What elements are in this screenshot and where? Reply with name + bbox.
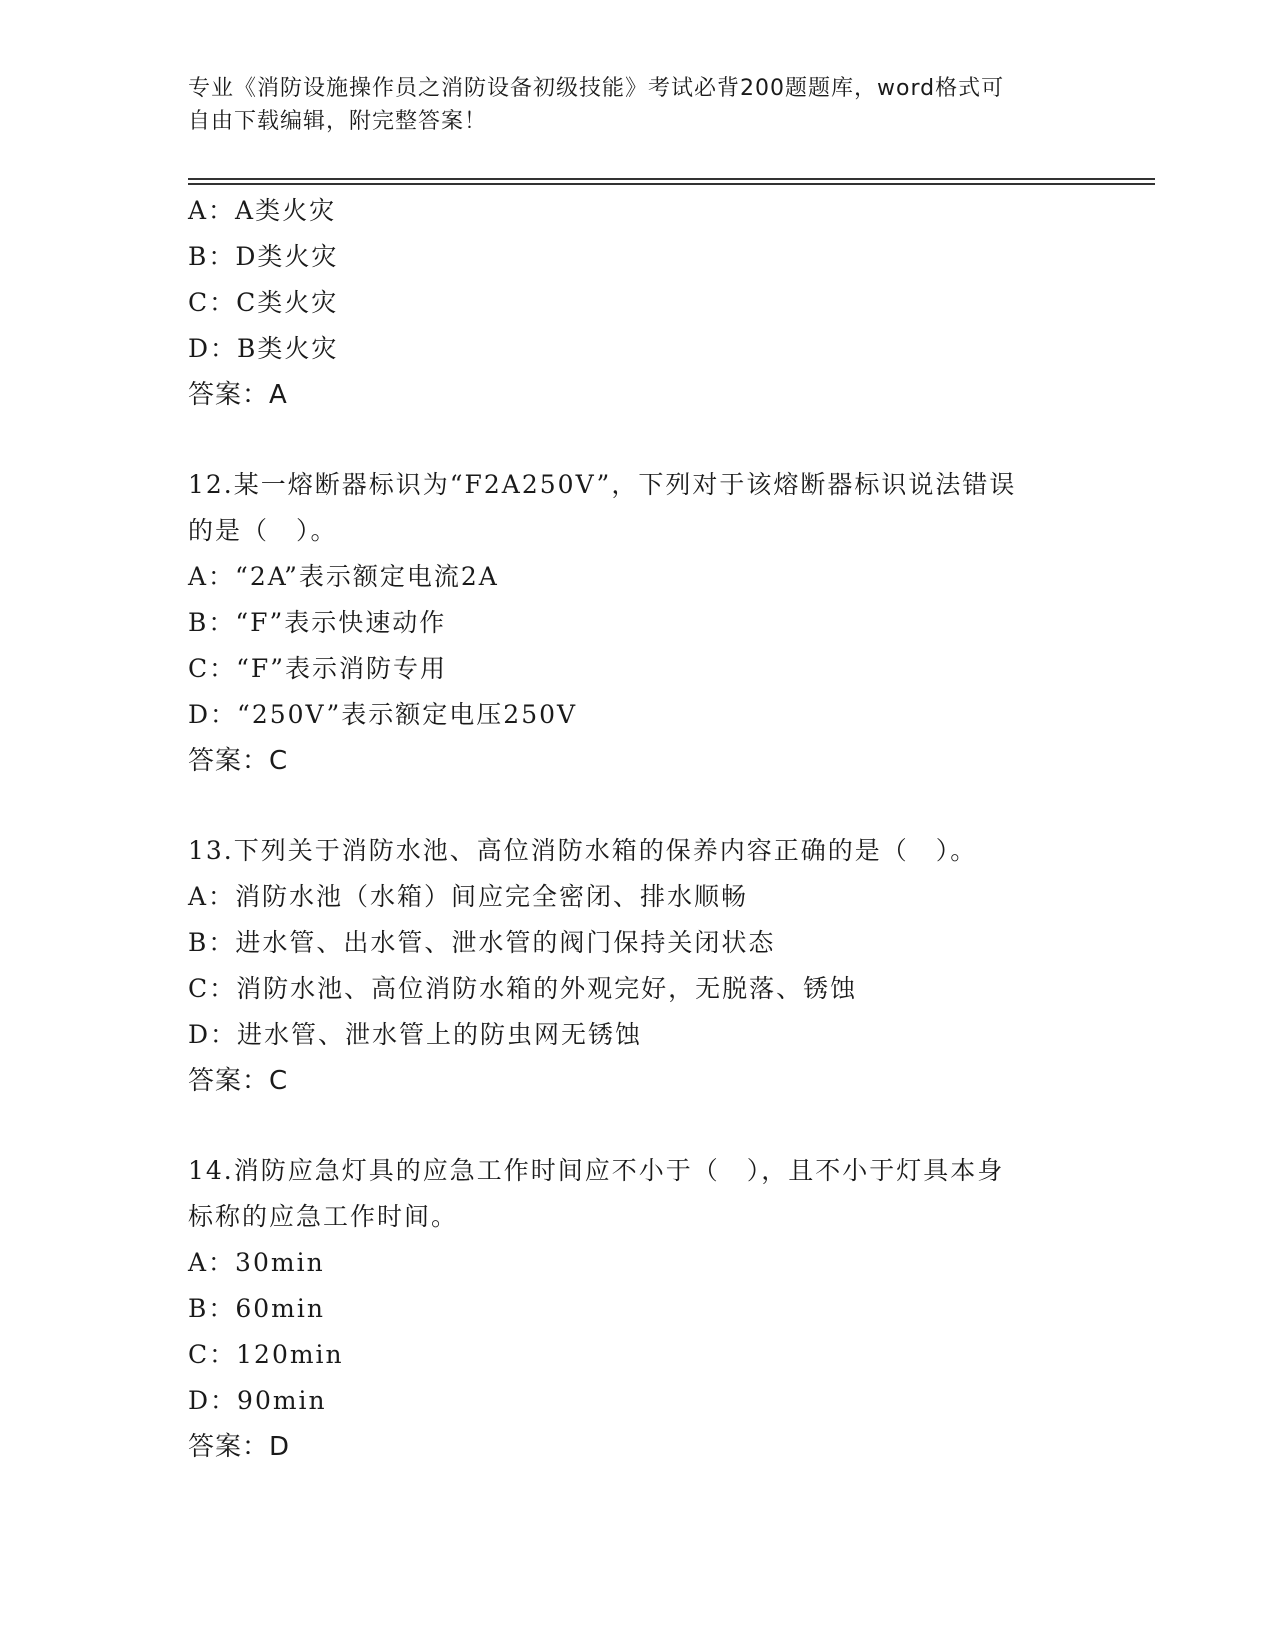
document-body bbox=[188, 188, 1088, 1470]
answer-line: 答案：C bbox=[188, 746, 289, 776]
question-stem-continued: 的是（ ）。 bbox=[188, 516, 338, 545]
question-stem: 12.某一熔断器标识为“F2A250V”，下列对于该熔断器标识说法错误 bbox=[188, 470, 1017, 499]
header-divider-bottom bbox=[188, 183, 1155, 185]
option-c: C：“F”表示消防专用 bbox=[188, 654, 448, 683]
option-b: B：60min bbox=[188, 1294, 325, 1323]
option-c: C：120min bbox=[188, 1340, 344, 1369]
option-d: D：进水管、泄水管上的防虫网无锈蚀 bbox=[188, 1020, 643, 1049]
question-block-14 bbox=[188, 1148, 1088, 1470]
header-divider-top bbox=[188, 178, 1155, 180]
option-c: C：C类火灾 bbox=[188, 288, 339, 317]
option-a: A：消防水池（水箱）间应完全密闭、排水顺畅 bbox=[188, 882, 749, 911]
option-b: B：“F”表示快速动作 bbox=[188, 608, 447, 637]
question-block-prev bbox=[188, 188, 1088, 418]
option-b: B：进水管、出水管、泄水管的阀门保持关闭状态 bbox=[188, 928, 776, 957]
document-header bbox=[188, 72, 1068, 138]
header-line-2: 自由下载编辑，附完整答案！ bbox=[188, 109, 488, 134]
option-a: A：30min bbox=[188, 1248, 325, 1277]
option-c: C：消防水池、高位消防水箱的外观完好，无脱落、锈蚀 bbox=[188, 974, 858, 1003]
option-a: A：“2A”表示额定电流2A bbox=[188, 562, 499, 591]
option-d: D：90min bbox=[188, 1386, 327, 1415]
header-line-1: 专业《消防设施操作员之消防设备初级技能》考试必背200题题库，word格式可 bbox=[188, 76, 1005, 101]
answer-line: 答案：D bbox=[188, 1432, 291, 1462]
option-d: D：“250V”表示额定电压250V bbox=[188, 700, 578, 729]
question-stem: 13.下列关于消防水池、高位消防水箱的保养内容正确的是（ ）。 bbox=[188, 836, 978, 865]
option-a: A：A类火灾 bbox=[188, 196, 337, 225]
question-stem-continued: 标称的应急工作时间。 bbox=[188, 1202, 459, 1231]
option-b: B：D类火灾 bbox=[188, 242, 339, 271]
answer-line: 答案：C bbox=[188, 1066, 289, 1096]
answer-line: 答案：A bbox=[188, 380, 288, 410]
question-stem: 14.消防应急灯具的应急工作时间应不小于（ ），且不小于灯具本身 bbox=[188, 1156, 1005, 1185]
question-block-12 bbox=[188, 462, 1088, 784]
question-block-13 bbox=[188, 828, 1088, 1104]
option-d: D：B类火灾 bbox=[188, 334, 339, 363]
